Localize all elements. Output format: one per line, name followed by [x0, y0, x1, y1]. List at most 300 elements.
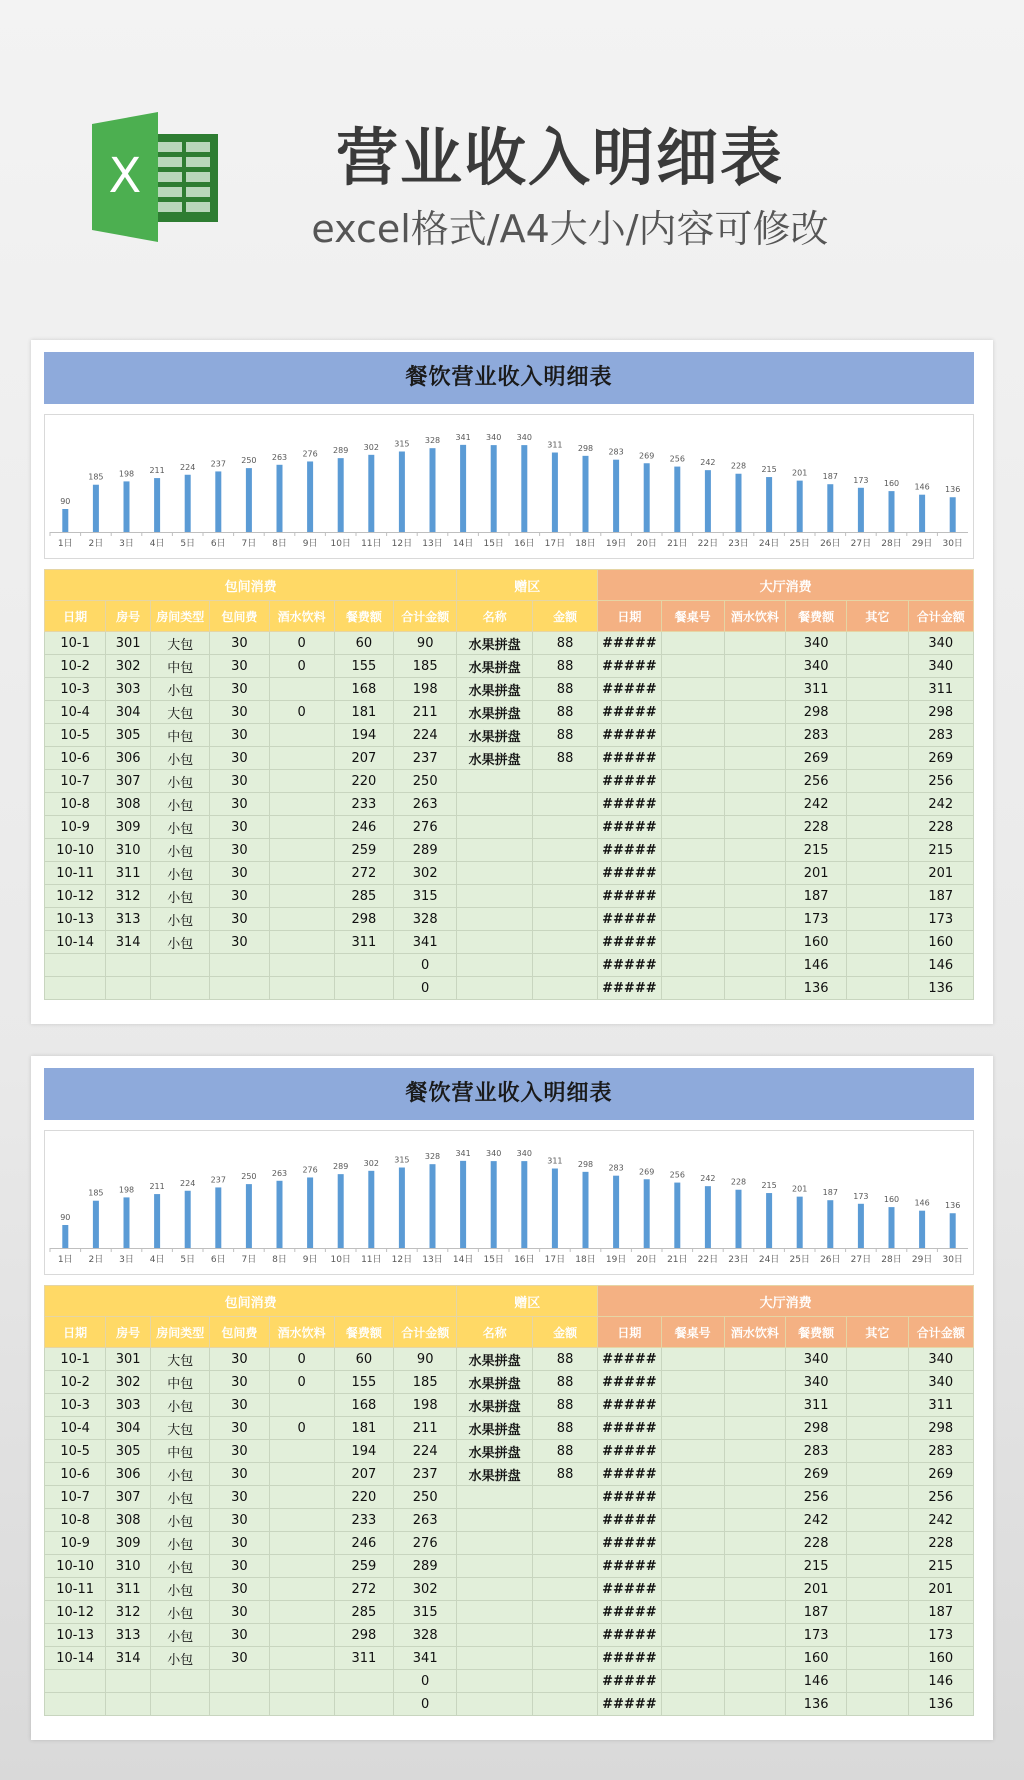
table-cell [724, 724, 785, 747]
table-cell [847, 1670, 908, 1693]
table-row [45, 1693, 974, 1716]
column-header: 酒水饮料 [269, 1317, 334, 1348]
table-cell: 303 [106, 1394, 151, 1417]
table-row [45, 1509, 974, 1532]
table-row [45, 1371, 974, 1394]
table-cell: 283 [908, 1440, 974, 1463]
chart-data-label: 242 [700, 458, 716, 468]
chart-data-label: 341 [455, 432, 471, 442]
table-cell: 341 [394, 931, 457, 954]
table-cell: 10-8 [45, 1509, 106, 1532]
table-cell: 中包 [151, 655, 210, 678]
bar-chart [44, 1130, 974, 1275]
table-cell: 313 [106, 908, 151, 931]
chart-bar [950, 497, 956, 532]
table-cell [532, 977, 597, 1000]
table-cell: 30 [210, 1601, 269, 1624]
table-cell: 10-13 [45, 1624, 106, 1647]
table-cell [661, 816, 724, 839]
chart-tick-label: 25日 [789, 539, 810, 549]
table-cell: 306 [106, 1463, 151, 1486]
table-cell: 88 [532, 1440, 597, 1463]
chart-data-label: 146 [914, 1198, 930, 1208]
table-cell: 小包 [151, 747, 210, 770]
chart-data-label: 256 [669, 1170, 685, 1180]
chart-bar [889, 1207, 895, 1248]
table-cell: 水果拼盘 [457, 1463, 533, 1486]
table-cell [269, 1624, 334, 1647]
table-cell: 30 [210, 747, 269, 770]
column-header: 包间费 [210, 601, 269, 632]
chart-tick-label: 18日 [575, 539, 596, 549]
table-cell: 289 [394, 839, 457, 862]
chart-bar [583, 456, 589, 532]
chart-data-label: 302 [363, 1158, 379, 1168]
table-cell: 201 [786, 862, 847, 885]
chart-data-label: 328 [424, 1152, 441, 1162]
table-cell: 340 [908, 1348, 974, 1371]
table-cell [532, 1693, 597, 1716]
table-cell [532, 1624, 597, 1647]
table-cell [661, 885, 724, 908]
table-cell: 311 [786, 678, 847, 701]
table-cell: 10-9 [45, 1532, 106, 1555]
chart-data-label: 215 [761, 1181, 777, 1191]
chart-tick-label: 2日 [88, 1255, 104, 1265]
table-cell [661, 724, 724, 747]
chart-bar [705, 470, 711, 532]
chart-data-label: 198 [118, 1185, 135, 1195]
table-cell [661, 1578, 724, 1601]
table-cell: 340 [908, 1371, 974, 1394]
chart-tick-label: 23日 [728, 1255, 749, 1265]
table-cell: 88 [532, 655, 597, 678]
table-cell: ##### [598, 1394, 661, 1417]
chart-data-label: 228 [730, 1177, 747, 1187]
table-cell: 207 [334, 1463, 393, 1486]
table-cell [661, 1371, 724, 1394]
table-cell [724, 1463, 785, 1486]
table-cell: ##### [598, 1486, 661, 1509]
table-cell: 328 [394, 908, 457, 931]
table-cell [106, 1693, 151, 1716]
table-cell [334, 1670, 393, 1693]
table-cell [724, 1670, 785, 1693]
table-cell: 314 [106, 1647, 151, 1670]
chart-data-label: 269 [639, 451, 655, 461]
table-cell [661, 1601, 724, 1624]
chart-tick-label: 11日 [361, 1255, 382, 1265]
table-cell: 228 [908, 1532, 974, 1555]
table-cell: 大包 [151, 701, 210, 724]
table-cell [724, 678, 785, 701]
table-cell [724, 908, 785, 931]
chart-data-label: 185 [88, 472, 104, 482]
table-cell: 312 [106, 1601, 151, 1624]
table-cell [457, 1601, 533, 1624]
column-header: 合计金额 [908, 1317, 974, 1348]
table-cell [847, 1624, 908, 1647]
table-cell: 211 [394, 701, 457, 724]
table-cell: 237 [394, 747, 457, 770]
header [0, 0, 1024, 330]
table-cell [847, 885, 908, 908]
chart-tick-label: 2日 [88, 539, 104, 549]
table-cell [45, 977, 106, 1000]
chart-bar [154, 478, 160, 532]
table-cell [724, 1394, 785, 1417]
chart-tick-label: 13日 [422, 1255, 443, 1265]
table-cell: 小包 [151, 1647, 210, 1670]
table-cell: 10-11 [45, 1578, 106, 1601]
table-cell: 256 [786, 1486, 847, 1509]
chart-tick-label: 3日 [119, 1255, 134, 1265]
table-cell: 大包 [151, 1417, 210, 1440]
table-cell: 311 [908, 1394, 974, 1417]
table-cell: 88 [532, 1371, 597, 1394]
table-cell: 水果拼盘 [457, 678, 533, 701]
table-cell: 168 [334, 678, 393, 701]
table-cell: 215 [908, 839, 974, 862]
table-cell: 0 [269, 1348, 334, 1371]
table-cell: 30 [210, 1440, 269, 1463]
chart-data-label: 283 [608, 1163, 624, 1173]
table-cell: 小包 [151, 1486, 210, 1509]
table-cell: 10-5 [45, 1440, 106, 1463]
table-cell [847, 701, 908, 724]
table-cell [532, 793, 597, 816]
table-row [45, 1624, 974, 1647]
table-cell: 小包 [151, 793, 210, 816]
table-cell [661, 1624, 724, 1647]
chart-data-label: 276 [302, 449, 318, 459]
table-cell: 302 [106, 655, 151, 678]
chart-data-label: 263 [271, 452, 288, 462]
table-cell [847, 747, 908, 770]
page-subtitle: excel格式/A4大小/内容可修改 [311, 207, 829, 251]
table-cell: 224 [394, 1440, 457, 1463]
table-cell [151, 977, 210, 1000]
table-cell: 88 [532, 678, 597, 701]
table-cell [724, 1348, 785, 1371]
column-header: 餐费额 [786, 1317, 847, 1348]
table-cell: 187 [908, 885, 974, 908]
table-cell [661, 931, 724, 954]
table-cell: 30 [210, 1509, 269, 1532]
chart-tick-label: 12日 [391, 539, 413, 549]
table-cell: 中包 [151, 724, 210, 747]
table-cell [151, 954, 210, 977]
bar-chart [44, 414, 974, 559]
table-cell [724, 1417, 785, 1440]
table-cell [532, 1555, 597, 1578]
chart-bar [797, 1197, 803, 1248]
table-row [45, 678, 974, 701]
table-cell: 259 [334, 1555, 393, 1578]
table-cell: 155 [334, 1371, 393, 1394]
chart-bar [858, 488, 864, 532]
table-cell [724, 1624, 785, 1647]
table-cell: ##### [598, 931, 661, 954]
table-cell: 246 [334, 1532, 393, 1555]
table-cell: ##### [598, 908, 661, 931]
chart-bar [277, 1181, 283, 1248]
table-cell: 水果拼盘 [457, 1371, 533, 1394]
table-cell: 181 [334, 1417, 393, 1440]
table-cell [847, 632, 908, 655]
chart-data-label: 187 [822, 1188, 838, 1198]
table-cell: 大包 [151, 632, 210, 655]
table-cell: 311 [334, 1647, 393, 1670]
table-cell: 88 [532, 1348, 597, 1371]
table-cell [661, 908, 724, 931]
table-cell: 88 [532, 724, 597, 747]
table-cell [847, 1463, 908, 1486]
column-header: 其它 [847, 601, 908, 632]
table-cell: 181 [334, 701, 393, 724]
table-cell [269, 1486, 334, 1509]
table-cell [457, 1647, 533, 1670]
chart-tick-label: 19日 [605, 539, 627, 549]
table-cell: 283 [786, 1440, 847, 1463]
table-cell: 30 [210, 862, 269, 885]
table-cell: 136 [786, 1693, 847, 1716]
table-cell: ##### [598, 655, 661, 678]
table-cell: 276 [394, 816, 457, 839]
table-cell [847, 908, 908, 931]
chart-bar [674, 1183, 680, 1248]
table-cell: 269 [786, 1463, 847, 1486]
chart-bar [62, 1225, 68, 1248]
table-cell: 276 [394, 1532, 457, 1555]
table-cell [269, 1578, 334, 1601]
column-header: 餐桌号 [661, 1317, 724, 1348]
table-cell: 246 [334, 816, 393, 839]
table-cell [269, 931, 334, 954]
table-cell: 0 [394, 1693, 457, 1716]
table-cell: ##### [598, 1693, 661, 1716]
table-cell: 小包 [151, 1532, 210, 1555]
table-cell: 313 [106, 1624, 151, 1647]
table-row [45, 931, 974, 954]
table-cell [847, 1693, 908, 1716]
table-cell: 341 [394, 1647, 457, 1670]
table-cell: 256 [908, 770, 974, 793]
table-cell: 30 [210, 678, 269, 701]
chart-tick-label: 22日 [697, 539, 719, 549]
table-cell [532, 839, 597, 862]
table-cell [269, 1440, 334, 1463]
table-cell: 小包 [151, 678, 210, 701]
chart-tick-label: 26日 [820, 539, 841, 549]
table-cell [269, 793, 334, 816]
chart-tick-label: 9日 [302, 1255, 318, 1265]
table-cell: ##### [598, 839, 661, 862]
chart-tick-label: 6日 [210, 1255, 226, 1265]
table-cell: 263 [394, 1509, 457, 1532]
table-cell [724, 862, 785, 885]
table-cell: 88 [532, 701, 597, 724]
table-cell: 小包 [151, 839, 210, 862]
chart-tick-label: 7日 [241, 1255, 257, 1265]
table-cell [210, 1670, 269, 1693]
column-header: 房号 [106, 601, 151, 632]
chart-tick-label: 22日 [697, 1255, 719, 1265]
table-cell: 308 [106, 1509, 151, 1532]
table-cell [661, 1348, 724, 1371]
chart-tick-label: 3日 [119, 539, 134, 549]
table-cell: 309 [106, 816, 151, 839]
table-cell: 242 [908, 793, 974, 816]
table-cell: ##### [598, 1624, 661, 1647]
table-cell: 30 [210, 1486, 269, 1509]
table-cell: 173 [908, 908, 974, 931]
chart-data-label: 211 [149, 1182, 165, 1192]
table-cell: 256 [786, 770, 847, 793]
table-cell [457, 1578, 533, 1601]
table-cell: 水果拼盘 [457, 632, 533, 655]
table-cell [724, 1601, 785, 1624]
table-cell: 311 [106, 862, 151, 885]
chart-tick-label: 27日 [850, 539, 872, 549]
table-cell: ##### [598, 1555, 661, 1578]
table-cell [457, 1670, 533, 1693]
table-cell [532, 1532, 597, 1555]
table-cell: 30 [210, 1578, 269, 1601]
table-cell: 298 [908, 701, 974, 724]
chart-data-label: 224 [180, 462, 196, 472]
table-cell: 0 [269, 655, 334, 678]
chart-bar [185, 1191, 191, 1248]
table-cell: 10-11 [45, 862, 106, 885]
table-cell: 301 [106, 1348, 151, 1371]
table-cell [661, 1532, 724, 1555]
table-cell [847, 1348, 908, 1371]
table-cell [847, 862, 908, 885]
table-cell [457, 977, 533, 1000]
chart-data-label: 311 [547, 1156, 563, 1166]
table-cell: 小包 [151, 908, 210, 931]
table-row [45, 1348, 974, 1371]
table-cell [269, 724, 334, 747]
table-cell [457, 885, 533, 908]
table-cell: 10-12 [45, 885, 106, 908]
chart-bar [674, 467, 680, 532]
table-cell: 328 [394, 1624, 457, 1647]
table-row [45, 862, 974, 885]
chart-bar [613, 1176, 619, 1248]
chart-data-label: 340 [486, 1149, 502, 1159]
table-cell: 340 [786, 655, 847, 678]
table-row [45, 908, 974, 931]
table-cell: 187 [908, 1601, 974, 1624]
table-cell: ##### [598, 793, 661, 816]
group-header: 大厅消费 [598, 1286, 974, 1317]
table-cell: 60 [334, 1348, 393, 1371]
table-cell [269, 954, 334, 977]
table-row [45, 954, 974, 977]
chart-data-label: 340 [516, 1149, 532, 1159]
table-cell: 10-7 [45, 1486, 106, 1509]
chart-data-label: 298 [577, 443, 594, 453]
chart-bar [583, 1172, 589, 1248]
table-cell: 10-6 [45, 1463, 106, 1486]
table-cell [847, 678, 908, 701]
column-header: 名称 [457, 1317, 533, 1348]
table-cell: 198 [394, 1394, 457, 1417]
table-cell: 309 [106, 1532, 151, 1555]
chart-data-label: 298 [577, 1159, 594, 1169]
table-cell: 10-4 [45, 701, 106, 724]
sheet-title: 餐饮营业收入明细表 [44, 1068, 974, 1120]
table-cell: 88 [532, 1463, 597, 1486]
table-cell [724, 977, 785, 1000]
table-cell: 30 [210, 632, 269, 655]
table-cell: 160 [908, 931, 974, 954]
table-cell: 88 [532, 1394, 597, 1417]
table-cell: 185 [394, 655, 457, 678]
table-cell: 小包 [151, 1555, 210, 1578]
table-row [45, 655, 974, 678]
table-cell [847, 1509, 908, 1532]
table-cell: 310 [106, 839, 151, 862]
chart-data-label: 237 [210, 1175, 226, 1185]
table-cell [847, 793, 908, 816]
table-cell: 311 [908, 678, 974, 701]
table-cell [847, 770, 908, 793]
chart-bar [124, 481, 130, 532]
table-cell: 10-1 [45, 1348, 106, 1371]
chart-tick-label: 30日 [942, 539, 963, 549]
table-cell [457, 1509, 533, 1532]
table-cell: 小包 [151, 1578, 210, 1601]
table-cell [457, 816, 533, 839]
chart-data-label: 250 [241, 456, 257, 466]
table-cell: 10-4 [45, 1417, 106, 1440]
chart-tick-label: 8日 [272, 1255, 287, 1265]
chart-data-label: 201 [792, 1184, 808, 1194]
chart-bar [124, 1197, 130, 1248]
table-cell: 88 [532, 632, 597, 655]
table-cell [151, 1693, 210, 1716]
table-cell: 146 [786, 954, 847, 977]
table-cell: ##### [598, 1417, 661, 1440]
table-cell: 160 [786, 931, 847, 954]
chart-tick-label: 29日 [911, 539, 933, 549]
table-cell [724, 1647, 785, 1670]
column-header: 餐费额 [786, 601, 847, 632]
chart-bar [950, 1213, 956, 1248]
group-header: 赠区 [457, 570, 598, 601]
table-cell: 30 [210, 793, 269, 816]
chart-tick-label: 23日 [728, 539, 749, 549]
table-cell [532, 1578, 597, 1601]
table-cell: 30 [210, 931, 269, 954]
table-cell: 10-12 [45, 1601, 106, 1624]
table-cell [269, 885, 334, 908]
table-cell: 小包 [151, 1601, 210, 1624]
table-cell [269, 678, 334, 701]
table-cell: 173 [786, 908, 847, 931]
table-cell: 220 [334, 1486, 393, 1509]
table-cell: 30 [210, 885, 269, 908]
table-cell [457, 793, 533, 816]
table-cell: 10-13 [45, 908, 106, 931]
table-cell: ##### [598, 1532, 661, 1555]
table-row [45, 1394, 974, 1417]
chart-bar [491, 1161, 497, 1248]
table-cell: 259 [334, 839, 393, 862]
